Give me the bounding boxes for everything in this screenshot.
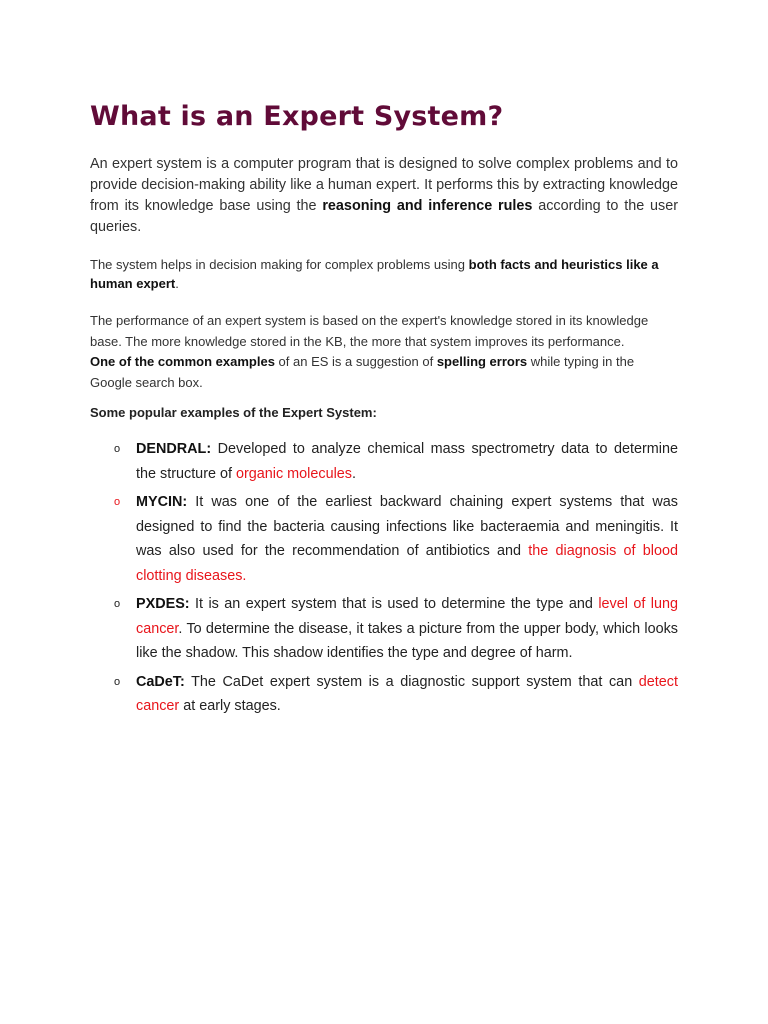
performance-text-1: The performance of an expert system is based on the expert's knowledge stored in its knowledge base. The more knowledge stored in the KB, the more that system improves its performance. — [90, 313, 649, 349]
performance-text-3: while typing in the Google search box. — [90, 354, 635, 390]
list-item — [90, 592, 678, 666]
decision-text-2: . — [175, 276, 179, 291]
bullet-icon: o — [114, 598, 121, 610]
example-link[interactable]: the diagnosis of blood clotting diseases. — [136, 543, 678, 584]
example-text-end: . — [351, 465, 356, 482]
example-text: It is an expert system that is used to determine the type and — [189, 596, 599, 612]
example-text: It was one of the earliest backward chaining expert systems that was designed to find the bacteria causing infections like bacteraemia and meningitis. It was also used for the recommendation of antibiotics and — [136, 494, 678, 559]
decision-paragraph — [90, 255, 678, 293]
decision-bold: both facts and heuristics like a human expert — [90, 257, 659, 291]
page-title: What is an Expert System? — [90, 101, 504, 132]
performance-text-2: of an ES is a suggestion of — [274, 354, 437, 369]
bullet-icon: o — [114, 443, 121, 455]
example-name: DENDRAL: — [136, 441, 212, 457]
example-text-end: . To determine the disease, it takes a picture from the upper body, which looks like the shadow. This shadow identifies the type and degree of harm. — [136, 620, 678, 661]
example-link[interactable]: organic molecules — [235, 465, 352, 482]
decision-text-1: The system helps in decision making for complex problems using — [90, 257, 469, 272]
list-item — [90, 670, 678, 719]
intro-text-2: according to the user queries. — [90, 198, 678, 235]
example-text: The CaDet expert system is a diagnostic support system that can — [184, 673, 639, 690]
intro-text-1: An expert system is a computer program that is designed to solve complex problems and to provide decision-making ability like a human expert. It performs this by extracting knowledge from its knowledge base using the — [90, 156, 678, 214]
bullet-icon: o — [114, 496, 121, 508]
examples-list — [90, 437, 678, 723]
examples-heading: Some popular examples of the Expert System: — [90, 405, 377, 420]
example-name: CaDeT: — [136, 673, 185, 690]
intro-paragraph — [90, 154, 678, 238]
example-link[interactable]: detect cancer — [136, 673, 678, 714]
example-link[interactable]: level of lung cancer — [136, 596, 678, 637]
performance-bold-1: One of the common examples — [90, 354, 275, 369]
bullet-icon: o — [114, 675, 121, 688]
performance-paragraph — [90, 311, 650, 393]
intro-bold: reasoning and inference rules — [322, 198, 533, 214]
example-text-end: at early stages. — [179, 698, 281, 714]
performance-bold-2: spelling errors — [436, 354, 528, 369]
example-text: Developed to analyze chemical mass spectrometry data to determine the structure of — [136, 441, 678, 482]
list-item — [90, 437, 678, 486]
list-item — [90, 490, 678, 588]
example-name: MYCIN: — [136, 494, 188, 510]
example-name: PXDES: — [136, 596, 190, 612]
